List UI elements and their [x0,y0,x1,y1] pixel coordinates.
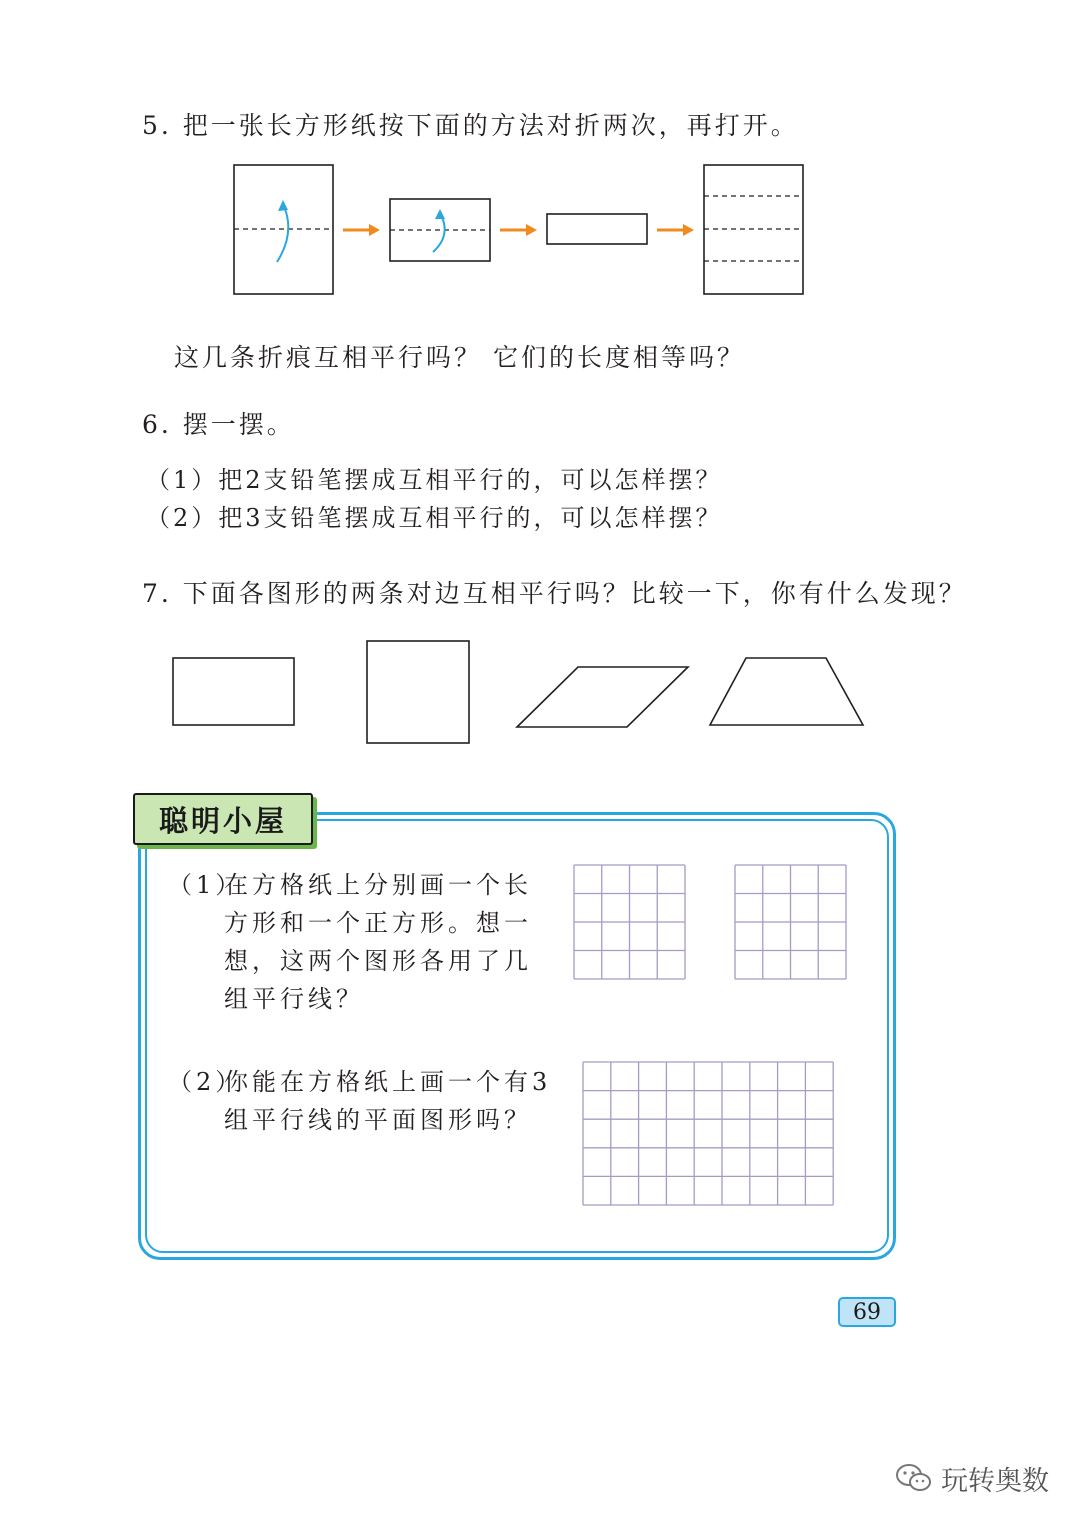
smart-house-p1-line: 在方格纸上分别画一个长 [224,871,532,899]
smart-house-p1-number: （1） [168,871,244,899]
question-5-prompt: 这几条折痕互相平行吗？ 它们的长度相等吗？ [174,343,745,372]
grid-paper-1 [574,865,685,979]
wechat-icon [895,1462,933,1494]
smart-house-p2-line: 你能在方格纸上画一个有3 [224,1068,552,1096]
question-6-item-2: （2）把3支铅笔摆成互相平行的，可以怎样摆？ [146,504,723,532]
question-7-text: 7. 下面各图形的两条对边互相平行吗？比较一下，你有什么发现？ [142,579,967,608]
grid-paper-2 [735,865,846,979]
question-6-text: 6. 摆一摆。 [142,410,295,439]
smart-house-p1-line: 想，这两个图形各用了几 [224,947,532,975]
grid-paper-3 [583,1062,833,1205]
smart-house-p2-number: （2） [168,1068,244,1096]
smart-house-p1-line: 方形和一个正方形。想一 [224,909,532,937]
smart-house-p1-line: 组平行线？ [224,985,364,1013]
grid-papers [574,865,846,1205]
smart-house-title: 聪明小屋 [133,793,313,845]
question-6-item-1: （1）把2支铅笔摆成互相平行的，可以怎样摆？ [146,466,723,494]
page-number: 69 [838,1297,896,1327]
watermark [895,1458,1049,1498]
watermark-text: 玩转奥数 [941,1465,1049,1497]
question-5-text: 5. 把一张长方形纸按下面的方法对折两次，再打开。 [142,111,799,140]
smart-house-p2-line: 组平行线的平面图形吗？ [224,1106,532,1134]
